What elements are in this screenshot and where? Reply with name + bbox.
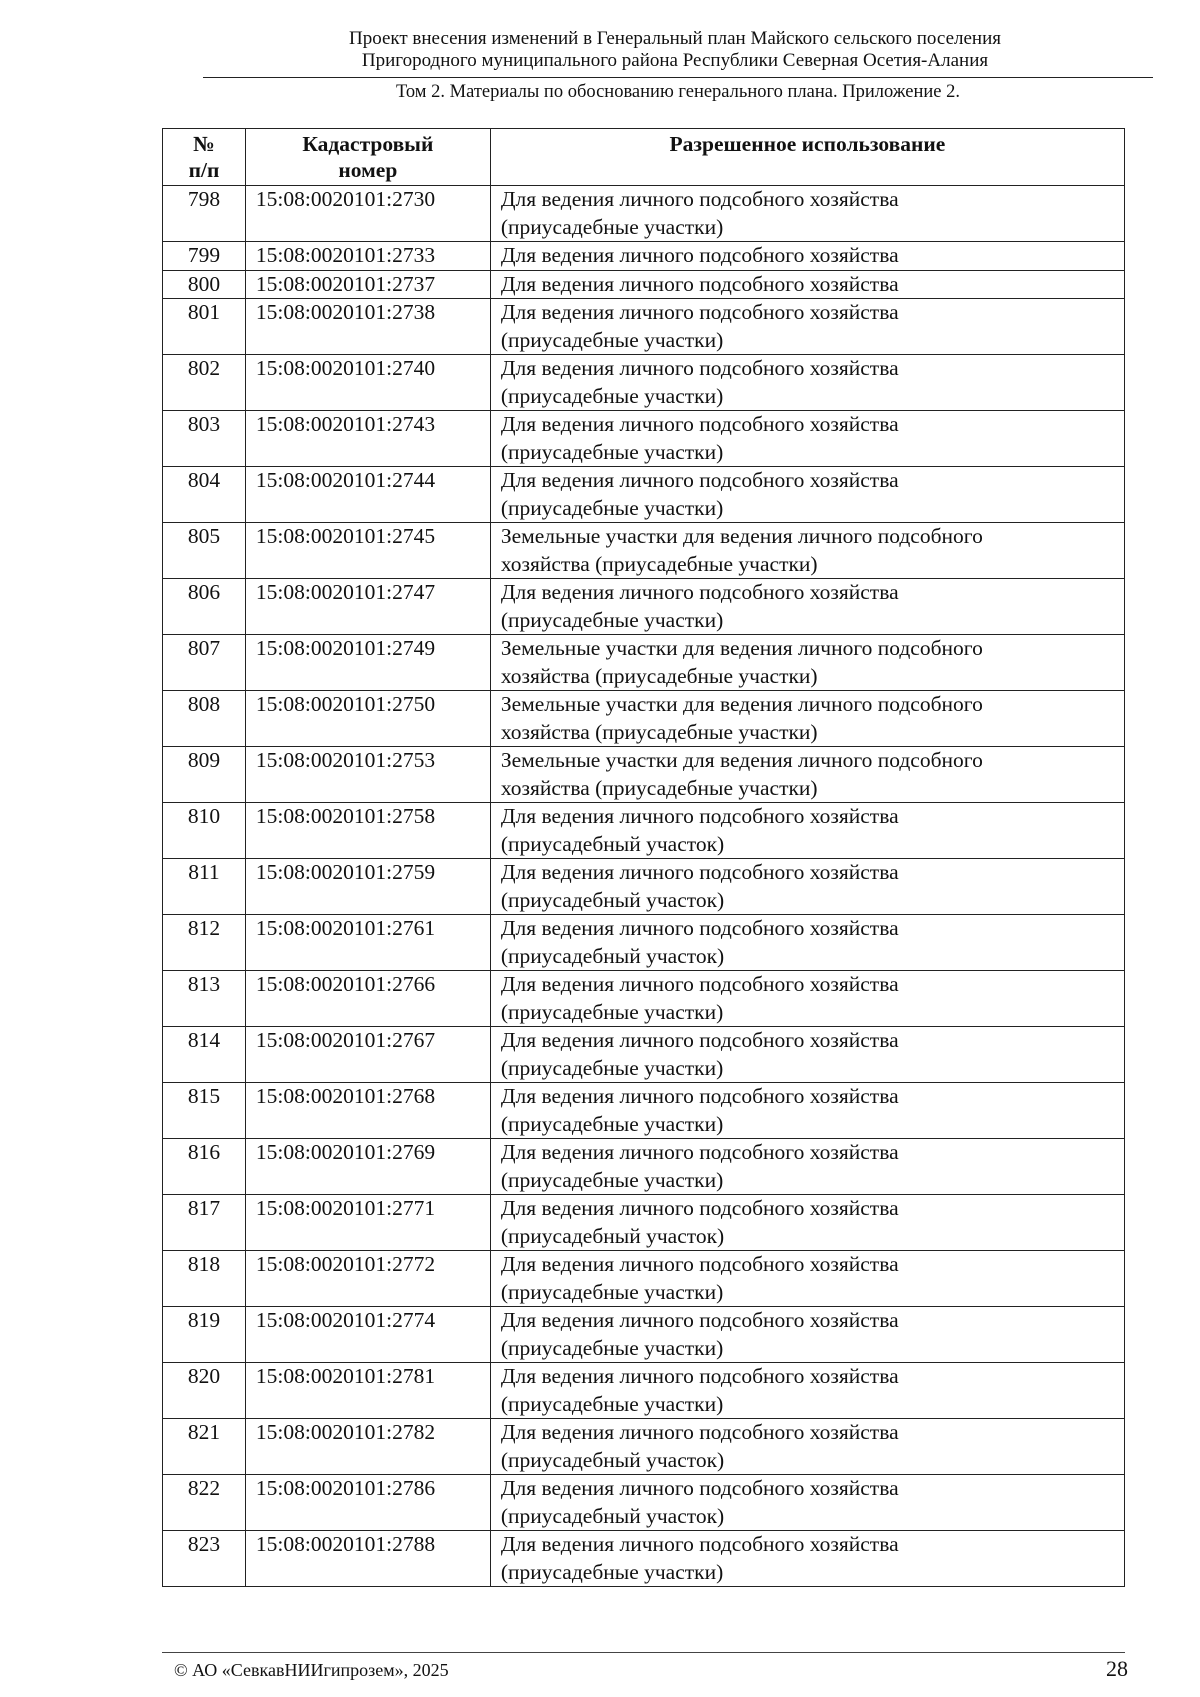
permitted-use-cell <box>490 270 1124 299</box>
permitted-use-line: хозяйства (приусадебные участки) <box>500 551 818 576</box>
permitted-use-cell <box>490 579 1124 635</box>
row-number-cell: 800 <box>163 270 246 299</box>
row-number-cell: 808 <box>163 691 246 747</box>
permitted-use-line: хозяйства (приусадебные участки) <box>500 663 818 688</box>
table-row <box>163 1363 1125 1419</box>
permitted-use-line: Для ведения личного подсобного хозяйства <box>500 412 899 436</box>
permitted-use-line: Для ведения личного подсобного хозяйства <box>500 356 899 380</box>
table-row <box>163 635 1125 691</box>
table-row <box>163 803 1125 859</box>
permitted-use-line: Для ведения личного подсобного хозяйства <box>500 1308 899 1332</box>
permitted-use-cell <box>490 1531 1124 1587</box>
row-number-cell: 817 <box>163 1195 246 1251</box>
cadastral-number-cell: 15:08:0020101:2781 <box>245 1363 490 1419</box>
permitted-use-cell <box>490 523 1124 579</box>
permitted-use-line: Для ведения личного подсобного хозяйства <box>500 1028 899 1052</box>
permitted-use-line: Для ведения личного подсобного хозяйства <box>500 972 899 996</box>
permitted-use-line: Для ведения личного подсобного хозяйства <box>500 1364 899 1388</box>
permitted-use-line: (приусадебный участок) <box>500 887 725 912</box>
cadastral-number-cell: 15:08:0020101:2786 <box>245 1475 490 1531</box>
table-row <box>163 1531 1125 1587</box>
row-number-cell: 818 <box>163 1251 246 1307</box>
table-row <box>163 411 1125 467</box>
permitted-use-cell <box>490 355 1124 411</box>
permitted-use-line: Для ведения личного подсобного хозяйства <box>500 580 899 604</box>
permitted-use-cell <box>490 859 1124 915</box>
permitted-use-line: Для ведения личного подсобного хозяйства <box>500 916 899 940</box>
row-number-cell: 802 <box>163 355 246 411</box>
permitted-use-line: Для ведения личного подсобного хозяйства <box>500 271 899 296</box>
row-number-cell: 807 <box>163 635 246 691</box>
page-number: 28 <box>1106 1656 1128 1681</box>
cadastral-number-cell: 15:08:0020101:2761 <box>245 915 490 971</box>
permitted-use-line: (приусадебные участки) <box>500 1111 724 1136</box>
permitted-use-cell <box>490 186 1124 242</box>
cadastral-number-cell: 15:08:0020101:2774 <box>245 1307 490 1363</box>
permitted-use-line: (приусадебные участки) <box>500 1559 724 1584</box>
permitted-use-line: хозяйства (приусадебные участки) <box>500 775 818 800</box>
permitted-use-line: (приусадебные участки) <box>500 439 724 464</box>
permitted-use-cell <box>490 299 1124 355</box>
row-number-cell: 816 <box>163 1139 246 1195</box>
table-row <box>163 299 1125 355</box>
table-row <box>163 523 1125 579</box>
permitted-use-line: Земельные участки для ведения личного подсобного <box>500 692 983 716</box>
table-row <box>163 579 1125 635</box>
permitted-use-line: (приусадебные участки) <box>500 1279 724 1304</box>
permitted-use-line: (приусадебные участки) <box>500 1055 724 1080</box>
permitted-use-line: Для ведения личного подсобного хозяйства <box>500 1252 899 1276</box>
permitted-use-line: Для ведения личного подсобного хозяйства <box>500 300 899 324</box>
permitted-use-cell <box>490 467 1124 523</box>
table-row <box>163 747 1125 803</box>
permitted-use-cell <box>490 411 1124 467</box>
table-row <box>163 355 1125 411</box>
permitted-use-line: Для ведения личного подсобного хозяйства <box>500 187 899 211</box>
table-row <box>163 1475 1125 1531</box>
permitted-use-cell <box>490 747 1124 803</box>
header-divider <box>203 77 1153 78</box>
permitted-use-line: Земельные участки для ведения личного подсобного <box>500 636 983 660</box>
cadastral-number-cell: 15:08:0020101:2788 <box>245 1531 490 1587</box>
cadastral-number-cell: 15:08:0020101:2743 <box>245 411 490 467</box>
document-subtitle: Том 2. Материалы по обоснованию генерального плана. Приложение 2. <box>396 82 960 102</box>
table-row <box>163 971 1125 1027</box>
table-row <box>163 186 1125 242</box>
table-row <box>163 1307 1125 1363</box>
footer-divider <box>162 1652 1125 1653</box>
cadastral-number-cell: 15:08:0020101:2771 <box>245 1195 490 1251</box>
table-header-row <box>163 129 1125 186</box>
permitted-use-line: Для ведения личного подсобного хозяйства <box>500 860 899 884</box>
cadastral-number-cell: 15:08:0020101:2740 <box>245 355 490 411</box>
table-row <box>163 1083 1125 1139</box>
cadastral-number-cell: 15:08:0020101:2753 <box>245 747 490 803</box>
row-number-cell: 804 <box>163 467 246 523</box>
column-header-permitted-use: Разрешенное использование <box>490 129 1124 186</box>
permitted-use-line: (приусадебные участки) <box>500 607 724 632</box>
row-number-cell: 801 <box>163 299 246 355</box>
permitted-use-line: (приусадебный участок) <box>500 1447 725 1472</box>
permitted-use-cell <box>490 1475 1124 1531</box>
permitted-use-line: Для ведения личного подсобного хозяйства <box>500 468 899 492</box>
row-number-cell: 823 <box>163 1531 246 1587</box>
permitted-use-line: Для ведения личного подсобного хозяйства <box>500 1084 899 1108</box>
permitted-use-line: (приусадебные участки) <box>500 999 724 1024</box>
permitted-use-line: хозяйства (приусадебные участки) <box>500 719 818 744</box>
header-title-line-1: Проект внесения изменений в Генеральный план Майского сельского поселения <box>348 28 1001 49</box>
permitted-use-line: Земельные участки для ведения личного подсобного <box>500 524 983 548</box>
row-number-cell: 799 <box>163 242 246 271</box>
permitted-use-line: (приусадебные участки) <box>500 383 724 408</box>
cadastral-number-cell: 15:08:0020101:2766 <box>245 971 490 1027</box>
table-row <box>163 270 1125 299</box>
footer-copyright: © АО «СевкавНИИгипрозем», 2025 <box>174 1660 449 1680</box>
table-row <box>163 1251 1125 1307</box>
cadastral-number-cell: 15:08:0020101:2768 <box>245 1083 490 1139</box>
cadastral-number-cell: 15:08:0020101:2749 <box>245 635 490 691</box>
permitted-use-cell <box>490 1083 1124 1139</box>
table-row <box>163 1139 1125 1195</box>
permitted-use-cell <box>490 803 1124 859</box>
table-row <box>163 242 1125 271</box>
permitted-use-cell <box>490 691 1124 747</box>
row-number-cell: 822 <box>163 1475 246 1531</box>
header-title-line-2: Пригородного муниципального района Республики Северная Осетия-Алания <box>361 50 989 71</box>
row-number-cell: 814 <box>163 1027 246 1083</box>
cadastral-number-cell: 15:08:0020101:2744 <box>245 467 490 523</box>
document-header <box>200 28 1150 72</box>
permitted-use-line: (приусадебные участки) <box>500 1335 724 1360</box>
cadastral-number-cell: 15:08:0020101:2769 <box>245 1139 490 1195</box>
permitted-use-cell <box>490 971 1124 1027</box>
table-row <box>163 1027 1125 1083</box>
permitted-use-line: (приусадебные участки) <box>500 1167 724 1192</box>
row-number-cell: 803 <box>163 411 246 467</box>
row-number-cell: 806 <box>163 579 246 635</box>
table-row <box>163 915 1125 971</box>
permitted-use-cell <box>490 1363 1124 1419</box>
permitted-use-cell <box>490 1195 1124 1251</box>
permitted-use-cell <box>490 1307 1124 1363</box>
permitted-use-line: (приусадебный участок) <box>500 943 725 968</box>
permitted-use-line: Земельные участки для ведения личного подсобного <box>500 748 983 772</box>
row-number-cell: 811 <box>163 859 246 915</box>
table-row <box>163 1195 1125 1251</box>
table-row <box>163 859 1125 915</box>
permitted-use-line: (приусадебные участки) <box>500 495 724 520</box>
column-header-cadastral: Кадастровый номер <box>245 129 490 186</box>
cadastral-number-cell: 15:08:0020101:2767 <box>245 1027 490 1083</box>
row-number-cell: 820 <box>163 1363 246 1419</box>
row-number-cell: 809 <box>163 747 246 803</box>
permitted-use-line: Для ведения личного подсобного хозяйства <box>500 1196 899 1220</box>
permitted-use-line: (приусадебный участок) <box>500 1503 725 1528</box>
cadastral-number-cell: 15:08:0020101:2738 <box>245 299 490 355</box>
parcels-table <box>162 128 1125 1587</box>
column-header-number: № п/п <box>163 129 246 186</box>
cadastral-number-cell: 15:08:0020101:2730 <box>245 186 490 242</box>
cadastral-number-cell: 15:08:0020101:2750 <box>245 691 490 747</box>
permitted-use-cell <box>490 635 1124 691</box>
permitted-use-line: (приусадебный участок) <box>500 831 725 856</box>
permitted-use-line: Для ведения личного подсобного хозяйства <box>500 1420 899 1444</box>
permitted-use-line: Для ведения личного подсобного хозяйства <box>500 1532 899 1556</box>
cadastral-number-cell: 15:08:0020101:2745 <box>245 523 490 579</box>
permitted-use-line: Для ведения личного подсобного хозяйства <box>500 1140 899 1164</box>
row-number-cell: 821 <box>163 1419 246 1475</box>
permitted-use-line: (приусадебные участки) <box>500 327 724 352</box>
permitted-use-line: (приусадебный участок) <box>500 1223 725 1248</box>
row-number-cell: 810 <box>163 803 246 859</box>
cadastral-number-cell: 15:08:0020101:2759 <box>245 859 490 915</box>
permitted-use-cell <box>490 1419 1124 1475</box>
permitted-use-cell <box>490 242 1124 271</box>
permitted-use-line: Для ведения личного подсобного хозяйства <box>500 243 899 267</box>
row-number-cell: 819 <box>163 1307 246 1363</box>
permitted-use-line: Для ведения личного подсобного хозяйства <box>500 804 899 828</box>
permitted-use-line: (приусадебные участки) <box>500 1391 724 1416</box>
permitted-use-cell <box>490 1027 1124 1083</box>
cadastral-number-cell: 15:08:0020101:2733 <box>245 242 490 271</box>
row-number-cell: 815 <box>163 1083 246 1139</box>
cadastral-number-cell: 15:08:0020101:2758 <box>245 803 490 859</box>
row-number-cell: 813 <box>163 971 246 1027</box>
table-row <box>163 467 1125 523</box>
permitted-use-cell <box>490 1139 1124 1195</box>
permitted-use-cell <box>490 915 1124 971</box>
permitted-use-line: Для ведения личного подсобного хозяйства <box>500 1476 899 1500</box>
permitted-use-line: (приусадебные участки) <box>500 214 724 239</box>
row-number-cell: 805 <box>163 523 246 579</box>
permitted-use-cell <box>490 1251 1124 1307</box>
table-row <box>163 691 1125 747</box>
table-row <box>163 1419 1125 1475</box>
cadastral-number-cell: 15:08:0020101:2747 <box>245 579 490 635</box>
row-number-cell: 812 <box>163 915 246 971</box>
cadastral-number-cell: 15:08:0020101:2782 <box>245 1419 490 1475</box>
row-number-cell: 798 <box>163 186 246 242</box>
cadastral-number-cell: 15:08:0020101:2737 <box>245 270 490 299</box>
cadastral-number-cell: 15:08:0020101:2772 <box>245 1251 490 1307</box>
